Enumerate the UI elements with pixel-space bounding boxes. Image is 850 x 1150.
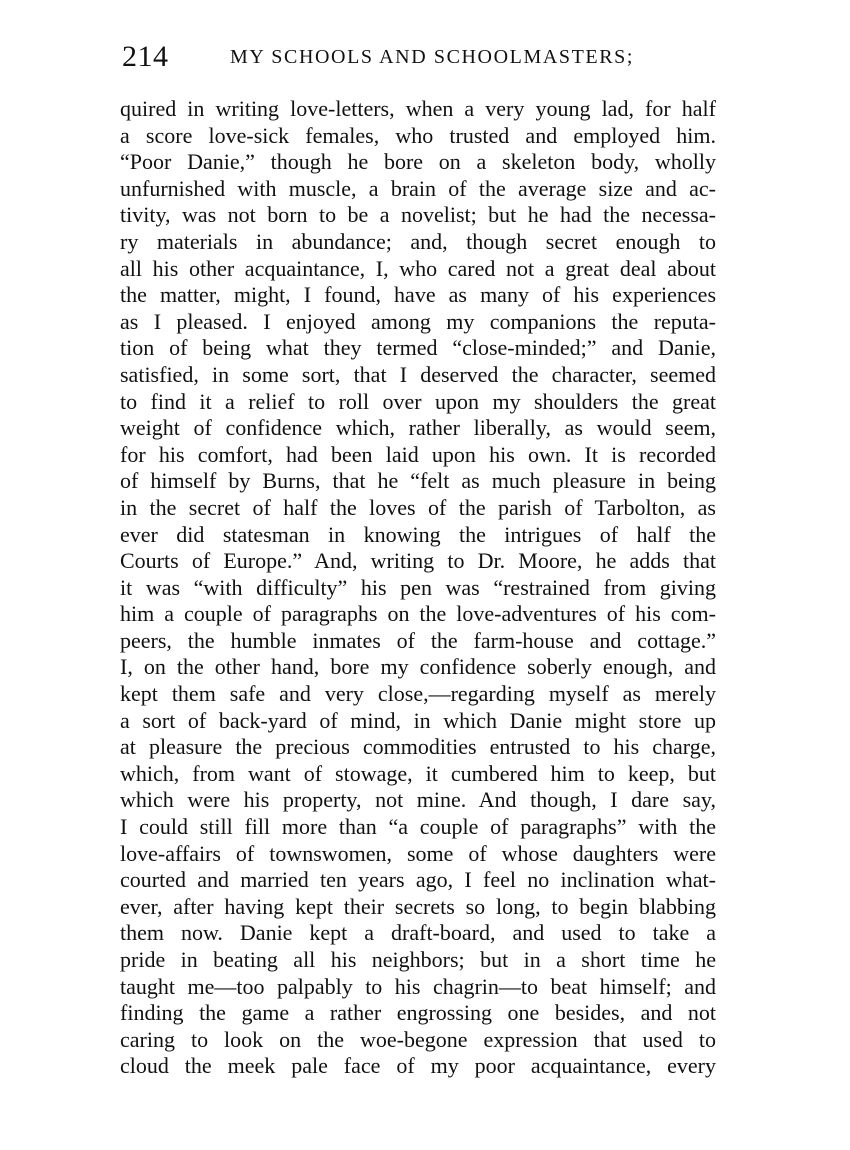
text-line: them now. Danie kept a draft-board, and used to take a [120, 920, 716, 946]
text-line: the matter, might, I found, have as many of his experiences [120, 282, 716, 308]
text-line: Courts of Europe.” And, writing to Dr. Moore, he adds that [120, 548, 716, 574]
text-line: “Poor Danie,” though he bore on a skeleton body, wholly [120, 149, 716, 175]
text-line: I, on the other hand, bore my confidence soberly enough, and [120, 654, 716, 680]
text-line: I could still fill more than “a couple of paragraphs” with the [120, 814, 716, 840]
text-line: tivity, was not born to be a novelist; but he had the necessa- [120, 202, 716, 228]
text-line: for his comfort, had been laid upon his own. It is recorded [120, 441, 716, 467]
text-line: a sort of back-yard of mind, in which Danie might store up [120, 707, 716, 733]
text-line: a score love-sick females, who trusted and employed him. [120, 122, 716, 148]
text-line: to find it a relief to roll over upon my shoulders the great [120, 388, 716, 414]
text-line: courted and married ten years ago, I feel no inclination what- [120, 867, 716, 893]
page-number: 214 [122, 40, 169, 73]
text-line: ry materials in abundance; and, though secret enough to [120, 228, 716, 254]
text-line: which, from want of stowage, it cumbered him to keep, but [120, 760, 716, 786]
text-line: satisfied, in some sort, that I deserved the character, seemed [120, 361, 716, 387]
text-line: taught me—too palpably to his chagrin—to beat himself; and [120, 973, 716, 999]
page-header [120, 40, 720, 80]
text-line: as I pleased. I enjoyed among my companions the reputa- [120, 308, 716, 334]
text-line: caring to look on the woe-begone expression that used to [120, 1026, 716, 1052]
text-line: pride in beating all his neighbors; but in a short time he [120, 947, 716, 972]
text-line: it was “with difficulty” his pen was “restrained from giving [120, 574, 716, 600]
text-line: which were his property, not mine. And though, I dare say, [120, 787, 716, 813]
text-line: ever, after having kept their secrets so long, to begin blabbing [120, 893, 716, 919]
text-line: cloud the meek pale face of my poor acquaintance, every [120, 1053, 716, 1079]
text-line: in the secret of half the loves of the parish of Tarbolton, as [120, 494, 716, 520]
running-title: MY SCHOOLS AND SCHOOLMASTERS; [230, 46, 635, 68]
text-line: tion of being what they termed “close-minded;” and Danie, [120, 335, 716, 361]
text-line: weight of confidence which, rather liberally, as would seem, [120, 415, 716, 441]
text-line: of himself by Burns, that he “felt as much pleasure in being [120, 468, 716, 494]
text-line: all his other acquaintance, I, who cared not a great deal about [120, 255, 716, 281]
text-line: kept them safe and very close,—regarding myself as merely [120, 681, 716, 707]
body-text [120, 96, 716, 1080]
text-line: peers, the humble inmates of the farm-house and cottage.” [120, 627, 716, 653]
text-line: quired in writing love-letters, when a very young lad, for half [120, 96, 716, 121]
text-line: ever did statesman in knowing the intrigues of half the [120, 521, 716, 547]
text-line: finding the game a rather engrossing one besides, and not [120, 1000, 716, 1026]
text-line: at pleasure the precious commodities entrusted to his charge, [120, 734, 716, 760]
text-line: unfurnished with muscle, a brain of the average size and ac- [120, 175, 716, 201]
text-line: him a couple of paragraphs on the love-adventures of his com- [120, 601, 716, 627]
text-line: love-affairs of townswomen, some of whose daughters were [120, 840, 716, 866]
